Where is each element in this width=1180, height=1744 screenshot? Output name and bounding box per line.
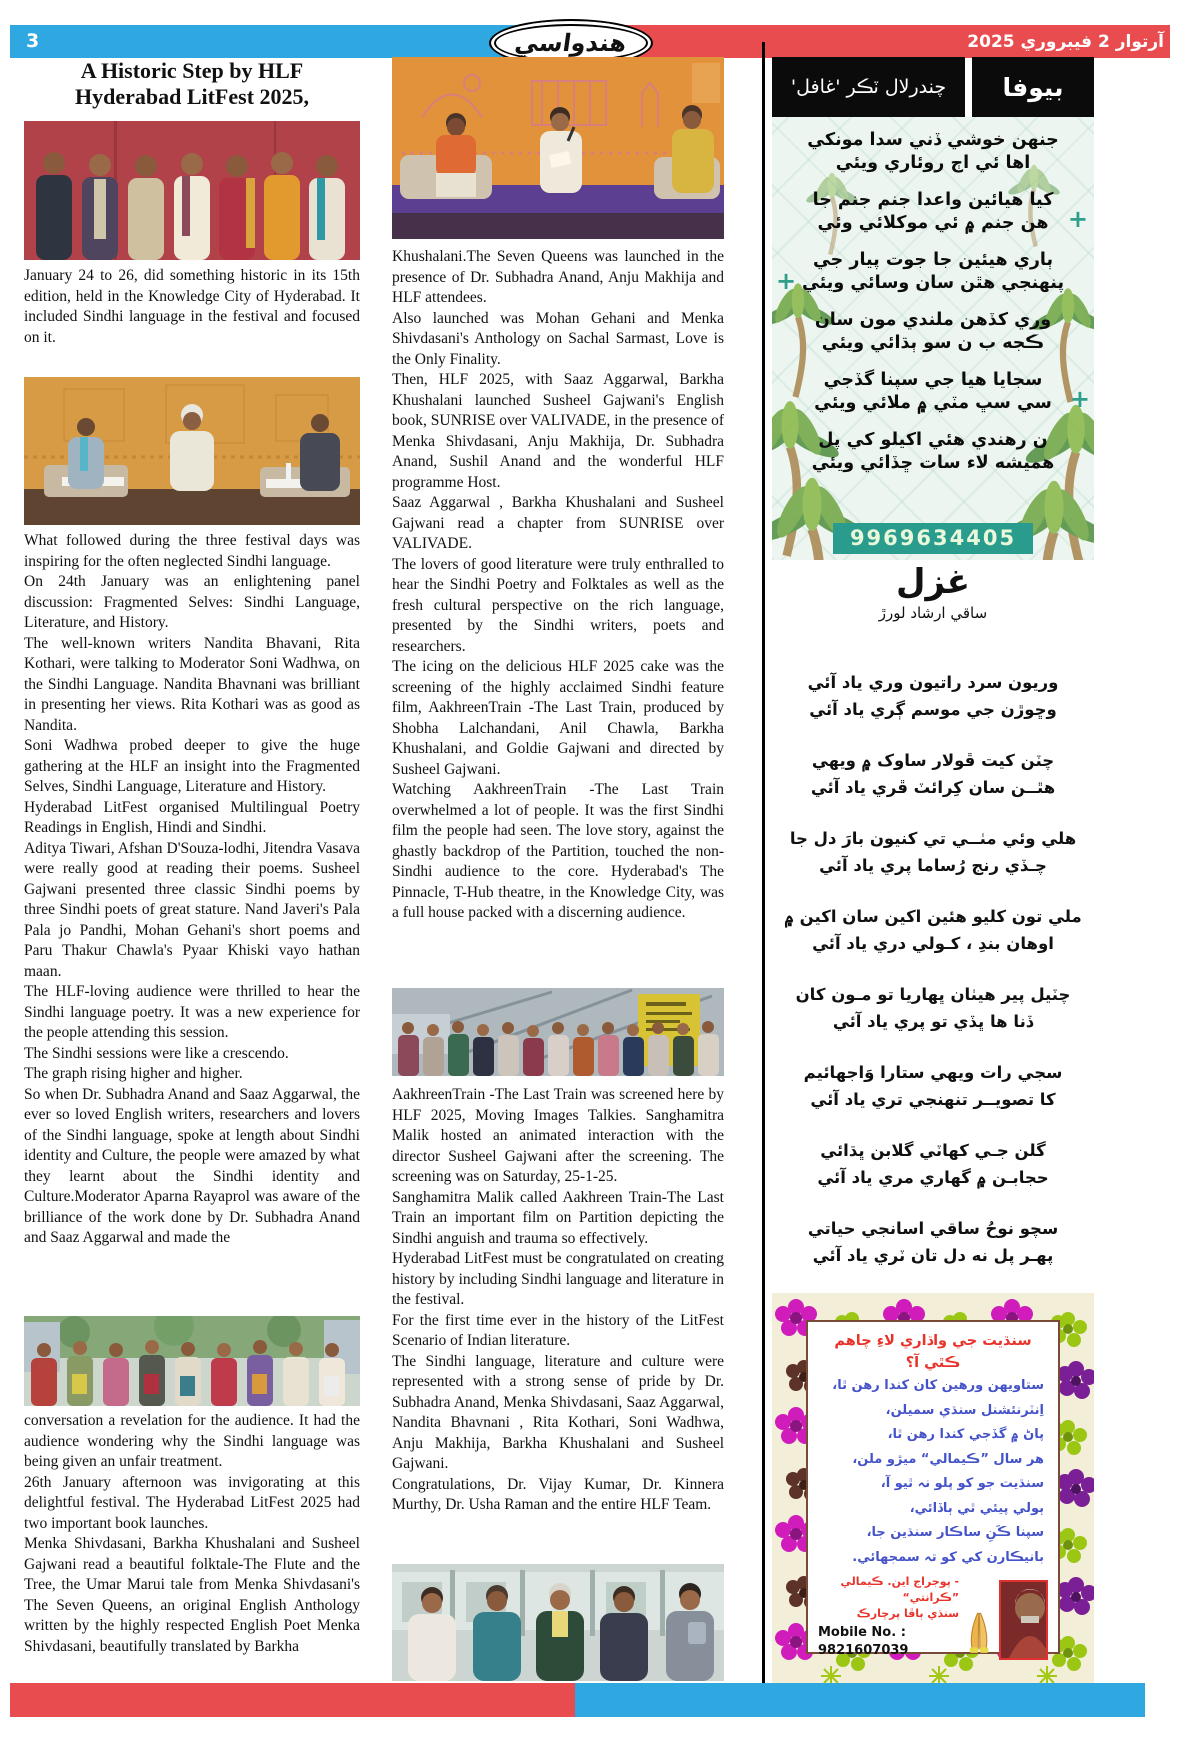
ghazal-couplet: گلن جـي كهاٽي گلابن ڀڌائي حجابـن ۾ گهاري مري ياد آئي bbox=[817, 1141, 1049, 1187]
ghazal-couplet: هلي وئي مٺــي تي كنيون بارَ دل جا چـڏي رنج رُساما پري ياد آئي bbox=[789, 829, 1077, 875]
headline-line-2: Hyderabad LitFest 2025, bbox=[74, 84, 310, 109]
paragraph: The well-known writers Nandita Bhavani, Rita Kothari, were talking to Moderator Soni Wadhwa, on the Sindhi Language. Nandita Bhavnani was brilliant in presenting her views. Rita Kothari was as good as Nandita. bbox=[24, 634, 360, 734]
plus-decoration: + bbox=[1069, 385, 1090, 413]
poem-couplet: سجايا هيا جي سپنا گڏجي سي سڀ مٽي ۾ ملائي ويئي bbox=[814, 370, 1052, 413]
signature-line: - پوجراج اين. ڪيمالي ”ڪرانتي“ bbox=[840, 1575, 960, 1604]
floral-verse: ستاويهن ورهين كان كندا رهن ٿا، اِنٽرنئشنل سنڌي سميلن، پاڻ ۾ گڏجي كندا رهن ٿا، هر سال ”ڪيمالي“ ميڙو ملن، سنڌيت جو كو پلو نہ ٿيو آ، ٻولي پيئي ٿي ٻاڏائي، سپنا ڪَنِ ساڪار سنڌين جا، بانيڪارن كي كو تہ سمجهائي. bbox=[832, 1378, 1044, 1565]
ghazal-couplet: سچو نوحُ ساقي اسانجي حياتي پهـر پل نه دل تان ٽري ياد آئي bbox=[807, 1219, 1059, 1265]
plus-decoration: + bbox=[1067, 205, 1088, 233]
paragraph: Hyderabad LitFest must be congratulated on creating history by including Sindhi language and literature in the festival. bbox=[392, 1250, 724, 1308]
paragraph: 26th January afternoon was invigorating at this delightful festival. The Hyderabad LitFest 2025 had two important book launches. bbox=[24, 1473, 360, 1532]
poem-banner bbox=[772, 57, 1094, 117]
article-headline bbox=[24, 58, 360, 110]
article-body-1 bbox=[24, 531, 360, 1249]
paragraph: The HLF-loving audience were thrilled to hear the Sindhi language poetry. It was a new experience for the people attending this session. bbox=[24, 983, 360, 1041]
paragraph: Also launched was Mohan Gehani and Menka Shivdasani's Anthology on Sachal Sarmast, Love is the Only Finality. bbox=[392, 309, 724, 368]
paragraph: The lovers of good literature were truly enthralled to hear the Sindhi Poetry and Folktales as well as the fresh cultural perspective on the rich language, presented by the Sindhi writers, poets and researchers. bbox=[392, 555, 724, 655]
ghazal-couplet: چٽيل پير هيٺان ڀهاريا تو مـون كان ڏنا ها ڀڏي تو پري ياد آئي bbox=[795, 985, 1071, 1031]
paragraph: For the first time ever in the history of the LitFest Scenario of Indian literature. bbox=[392, 1311, 724, 1349]
photo-panel-discussion-stage bbox=[24, 377, 360, 525]
ghazal-couplet: ملي تون كليو هئين اكين سان اكين ۾ اوهان بندِ ، كـولي دري ياد آئي bbox=[784, 907, 1082, 953]
mobile-number: Mobile No. : 9821607039 bbox=[818, 1625, 909, 1658]
headline-line-1: A Historic Step by HLF bbox=[80, 58, 304, 83]
article-body-3 bbox=[392, 247, 724, 924]
paragraph: January 24 to 26, did something historic in its 15th edition, held in the Knowledge City of Hyderabad. It included Sindhi language in the festival and focused on it. bbox=[24, 267, 360, 346]
paragraph: The Sindhi sessions were like a crescendo. bbox=[24, 1044, 289, 1062]
floral-inner-box bbox=[806, 1320, 1060, 1658]
column-divider bbox=[762, 42, 765, 1690]
paragraph: The graph rising higher and higher. bbox=[24, 1065, 243, 1082]
ghazal-poet: ساقي ارشاد لورڙ bbox=[878, 604, 988, 622]
poem-poet-box: چندرلال ٽڪر 'غافل' bbox=[772, 57, 965, 117]
paragraph: Khushalani.The Seven Queens was launched in the presence of Dr. Subhadra Anand, Anju Makhija and HLF attendees. bbox=[392, 248, 724, 306]
paragraph: conversation a revelation for the audience. It had the audience wondering why the Sindhi language was being given an unfair treatment. bbox=[24, 1412, 360, 1470]
ghazal-title: غزل bbox=[896, 562, 970, 602]
photo-screening-group bbox=[392, 988, 724, 1076]
edition-date: آرتوار 2 فيبروري 2025 bbox=[967, 32, 1164, 52]
paragraph: AakhreenTrain -The Last Train was screened here by HLF 2025, Moving Images Talkies. Sanghamitra Malik hosted an animated interaction with the director Susheel Gajwani after the screening. The screening was on Saturday, 25-1-25. bbox=[392, 1086, 724, 1185]
paragraph: What followed during the three festival days was inspiring for the often neglected Sindhi language. bbox=[24, 532, 360, 570]
ghazal-couplet: چٽن كيت ڦولار ساوک ۾ ويهي هٿــن سان كِرائٽ ڦري ياد آئي bbox=[810, 751, 1056, 797]
paragraph: The icing on the delicious HLF 2025 cake was the screening of the highly acclaimed Sindhi feature film, AakhreenTrain -The Last Train, produced by Shobha Lalchandani, Anil Chawla, Barkha Khushalani, and Goldie Gajwani and directed by Susheel Gajwani. bbox=[392, 658, 724, 778]
poem-couplet: جنهن خوشي ڏني سدا مونكي اها ئي اڄ روئاري ويئي bbox=[807, 130, 1059, 173]
poem-couplet: وري كڏهن ملندي مون سان ڪجه ب ن سو ٻڌائي ويئي bbox=[814, 310, 1052, 353]
page-number: 3 bbox=[26, 30, 40, 52]
poem-title-box: بيوفا bbox=[972, 57, 1094, 117]
paragraph: Hyderabad LitFest organised Multilingual Poetry Readings in English, Hindi and Sindhi. bbox=[24, 798, 360, 836]
poem-couplet: ن رهندي هئي اكيلو كي پل هميشه لاء سات ڇڏائي ويئي bbox=[811, 430, 1055, 473]
photo-reading-session-stage bbox=[392, 57, 724, 239]
paragraph: Then, HLF 2025, with Saaz Aggarwal, Barkha Khushalani launched Susheel Gajwani's English book, SUNRISE over VALIVADE, in the presence of Menka Shivdasani, Anju Makhija, Dr. Subhadra Anand, Sushil Anand and the wonderful HLF programme Host. bbox=[392, 371, 724, 491]
paragraph: Soni Wadhwa probed deeper to give the huge gathering at the HLF an insight into the Fragmented Selves, Sindhi Language, Literature and History. bbox=[24, 737, 360, 795]
signature-line: سنڌي ٻاڦا پرچارڪ bbox=[856, 1607, 960, 1620]
signature-block bbox=[818, 1574, 959, 1660]
floral-signature-row bbox=[818, 1574, 1048, 1660]
ghazal-couplet: سجي رات ويهي ستارا وَاجهائيم كا تصويــر تنهنجي تري ياد آئي bbox=[803, 1063, 1063, 1109]
photo-book-launch-group bbox=[24, 1316, 360, 1406]
paragraph: On 24th January was an enlightening panel discussion: Fragmented Selves: Sindhi Language, Literature, and History. bbox=[24, 573, 360, 631]
masthead-logo-text: هندواسي bbox=[513, 29, 629, 57]
paragraph: Menka Shivdasani, Barkha Khushalani and Susheel Gajwani read a beautiful folktale-The Flute and the Tree, the Umar Marui tale from Menka Shivdasani's The Seven Queens, an original English Anthology written by the highly respected English Poet Menka Shivdasani, beautifully translated by Barkha bbox=[24, 1535, 360, 1655]
paragraph: The Sindhi language, literature and culture were represented with a strong sense of pride by Dr. Subhadra Anand, Menka Shivdasani, Saaz Aggarwal, Nandita Bhavnani , Rita Kothari, Soni Wadhwa, Anju Makhija, Barkha Khushalani and Susheel Gajwani. bbox=[392, 1352, 724, 1472]
ghazal-section bbox=[772, 563, 1094, 1293]
paragraph: Aditya Tiwari, Afshan D'Souza-lodhi, Jitendra Vasava were really good at reading their poems. Susheel Gajwani presented three classic Sindhi poems by three Sindhi poets of great stature. Nand Javeri's Pala Pala jo Pandhi, Mohan Gehani's short poems and Paru Thakur Chawla's Pyaar Khiski vayo hathan maan. bbox=[24, 839, 360, 980]
namaste-hands-icon bbox=[959, 1604, 999, 1660]
floral-heading: سنڌيت جي واڌاري لاءِ چاهم ڪٿي آ؟ bbox=[834, 1333, 1032, 1371]
poem-couplet: ٻاري هيئين جا جوت پيار جي پنهنجي هٿن سان وسائي ويئي bbox=[801, 250, 1065, 293]
article-intro bbox=[24, 266, 360, 348]
photo-hlf-team bbox=[392, 1564, 724, 1681]
paragraph: Saaz Aggarwal , Barkha Khushalani and Susheel Gajwani read a chapter from SUNRISE over VALIVADE. bbox=[392, 494, 724, 552]
paragraph: Congratulations, Dr. Vijay Kumar, Dr. Kinnera Murthy, Dr. Usha Raman and the entire HLF Team. bbox=[392, 1475, 724, 1513]
phone-number: 9969634405 bbox=[833, 523, 1033, 554]
poem-panel bbox=[772, 117, 1094, 560]
paragraph: Sanghamitra Malik called Aakhreen Train-The Last Train an important film on Partition depicting the Sindhi anguish and trauma so effectively. bbox=[392, 1188, 724, 1247]
paragraph: Watching AakhreenTrain -The Last Train overwhelmed a lot of people. It was the first Sindhi film the people had seen. The love story, against the ghastly backdrop of the Partition, touched the non-Sindhi audience to the core. Hyderabad's The Pinnacle, T-Hub theatre, in the Knowledge City, was a full house packed with a discerning audience. bbox=[392, 781, 724, 921]
portrait-photo bbox=[999, 1580, 1048, 1660]
article-body-2 bbox=[24, 1411, 360, 1657]
footer-bar-blue bbox=[575, 1683, 1145, 1717]
paragraph: So when Dr. Subhadra Anand and Saaz Aggarwal, the ever so loved English writers, researchers and lovers of the Sindhi language, spoke at length about Sindhi identity and Culture, the people were amazed by what they learnt about the Sindhi identity and Culture.Moderator Aparna Rayaprol was aware of the brilliance of the work done by Dr. Subhadra Anand and Saaz Aggarwal and made the bbox=[24, 1085, 360, 1246]
poem-text bbox=[772, 129, 1094, 489]
ghazal-body bbox=[772, 669, 1094, 1269]
poem-couplet: كيا هيائين واعدا جنم جنم جا هن جنم ۾ ئي موكلائي وئي bbox=[812, 190, 1054, 233]
article-body-4 bbox=[392, 1085, 724, 1516]
floral-announcement-box bbox=[772, 1293, 1094, 1683]
plus-decoration: + bbox=[776, 267, 797, 295]
photo-panelists-red-wall bbox=[24, 121, 360, 260]
footer-bar-red bbox=[10, 1683, 575, 1717]
ghazal-couplet: وريون سرد راتيون وري ياد آئي وڇوڙن جي موسم ڳري ياد آئي bbox=[807, 673, 1059, 719]
